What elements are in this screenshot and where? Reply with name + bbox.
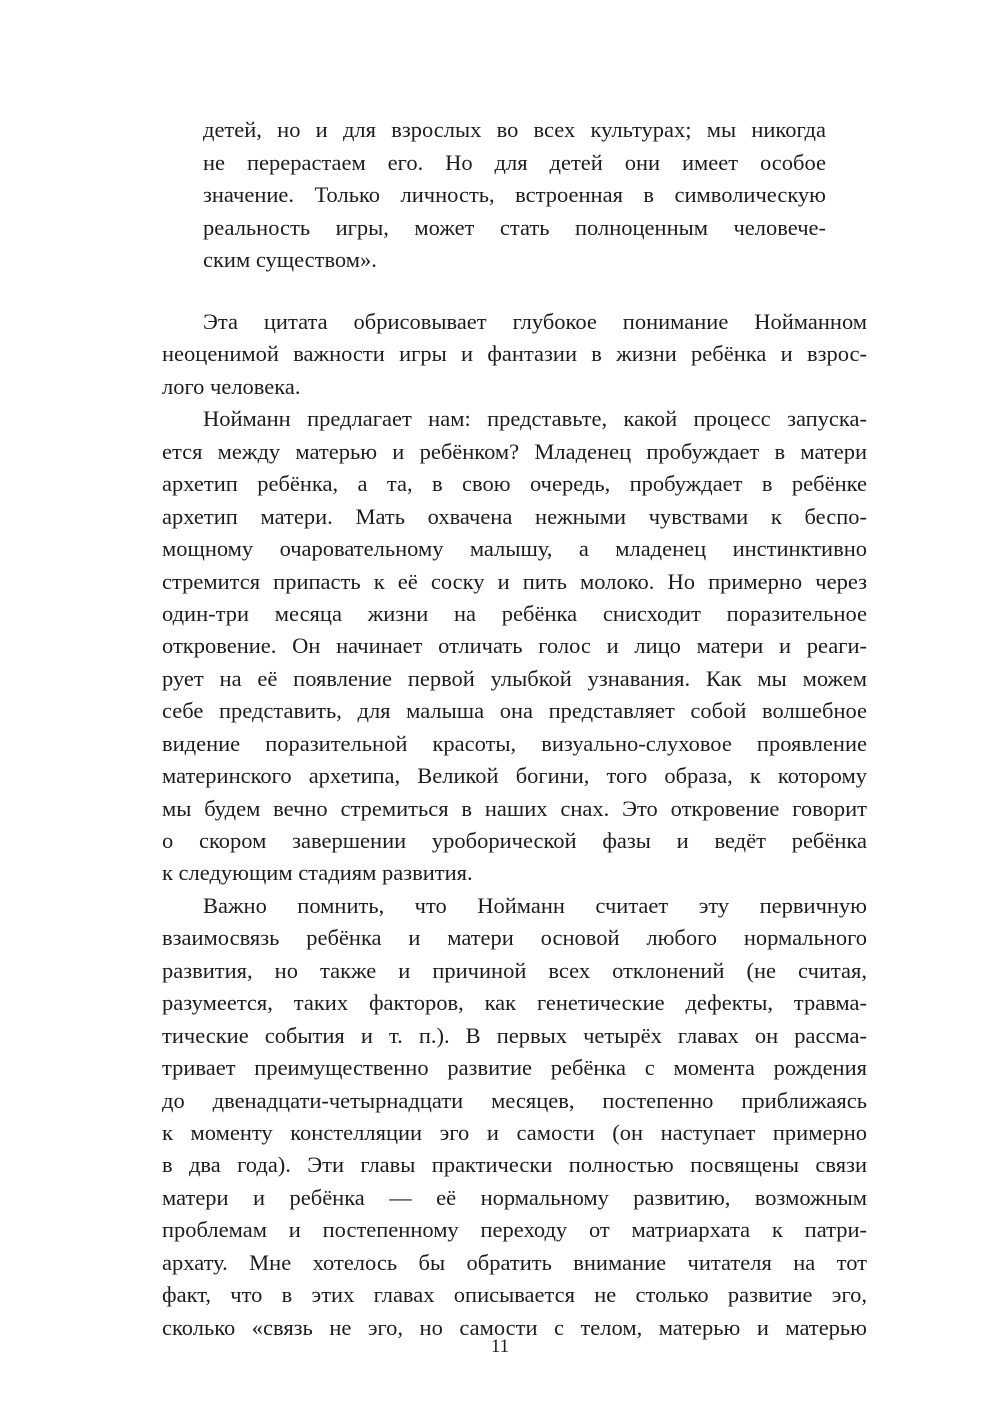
text-line: себе представить, для малыша она представляет собой волшебное — [162, 698, 867, 724]
paragraph — [162, 890, 867, 1344]
text-line: к моменту констелляции эго и самости (он наступает примерно — [162, 1119, 867, 1145]
text-line: до двенадцати-четырнадцати месяцев, постепенно приближаясь — [162, 1087, 867, 1113]
quote-line: не перерастаем его. Но для детей они имеет особое — [203, 149, 826, 175]
text-line: архетип матери. Мать охвачена нежными чувствами к беспо- — [162, 503, 867, 529]
text-line: развития, но также и причиной всех отклонений (не считая, — [162, 957, 867, 983]
text-line: архетип ребёнка, а та, в свою очередь, пробуждает в ребёнке — [162, 471, 867, 497]
text-line: сколько «связь не эго, но самости с телом, матерью и матерью — [162, 1314, 867, 1340]
page-number: 11 — [490, 1336, 510, 1357]
quote-line: реальность игры, может стать полноценным человече- — [203, 214, 826, 240]
quote-line: детей, но и для взрослых во всех культурах; мы никогда — [203, 117, 826, 142]
text-line: мы будем вечно стремиться в наших снах. Это откровение говорит — [162, 795, 867, 821]
text-line: тические события и т. п.). В первых четырёх главах он рассма- — [162, 1022, 867, 1048]
text-line: рует на её появление первой улыбкой узнавания. Как мы можем — [162, 665, 867, 691]
quote-line: значение. Только личность, встроенная в символическую — [203, 182, 826, 208]
text-line: матери и ребёнка — её нормальному развитию, возможным — [162, 1184, 867, 1210]
text-line: разумеется, таких факторов, как генетические дефекты, травма- — [162, 990, 867, 1016]
text-line: Эта цитата обрисовывает глубокое понимание Нойманном — [203, 309, 867, 334]
text-line: тривает преимущественно развитие ребёнка с момента рождения — [162, 1055, 867, 1081]
block-quote — [203, 114, 826, 277]
text-line: ется между матерью и ребёнком? Младенец пробуждает в матери — [162, 438, 867, 464]
text-line: материнского архетипа, Великой богини, того образа, к которому — [162, 763, 867, 789]
text-line: стремится припасть к её соску и пить молоко. Но примерно через — [162, 568, 867, 594]
paragraph — [162, 306, 867, 403]
text-line: один-три месяца жизни на ребёнка снисходит поразительное — [162, 600, 867, 626]
paragraph — [162, 403, 867, 890]
text-line: лого человека. — [162, 373, 301, 399]
text-line: Важно помнить, что Нойманн считает эту первичную — [203, 892, 867, 918]
text-line: факт, что в этих главах описывается не столько развитие эго, — [162, 1282, 867, 1308]
quote-line: ским существом». — [203, 247, 377, 273]
text-line: Нойманн предлагает нам: представьте, какой процесс запуска- — [203, 406, 867, 432]
text-line: проблемам и постепенному переходу от матриархата к патри- — [162, 1217, 867, 1243]
text-line: мощному очаровательному малышу, а младенец инстинктивно — [162, 536, 867, 562]
body-text — [162, 306, 867, 1344]
text-line: о скором завершении уроборической фазы и ведёт ребёнка — [162, 828, 867, 853]
text-line: взаимосвязь ребёнка и матери основой любого нормального — [162, 925, 867, 951]
text-line: откровение. Он начинает отличать голос и лицо матери и реаги- — [162, 633, 867, 659]
text-line: неоценимой важности игры и фантазии в жизни ребёнка и взрос- — [162, 341, 867, 367]
text-line: к следующим стадиям развития. — [162, 860, 473, 886]
text-line: видение поразительной красоты, визуально-слуховое проявление — [162, 730, 867, 756]
text-line: в два года). Эти главы практически полностью посвящены связи — [162, 1152, 867, 1178]
text-line: архату. Мне хотелось бы обратить внимание читателя на тот — [162, 1249, 867, 1275]
